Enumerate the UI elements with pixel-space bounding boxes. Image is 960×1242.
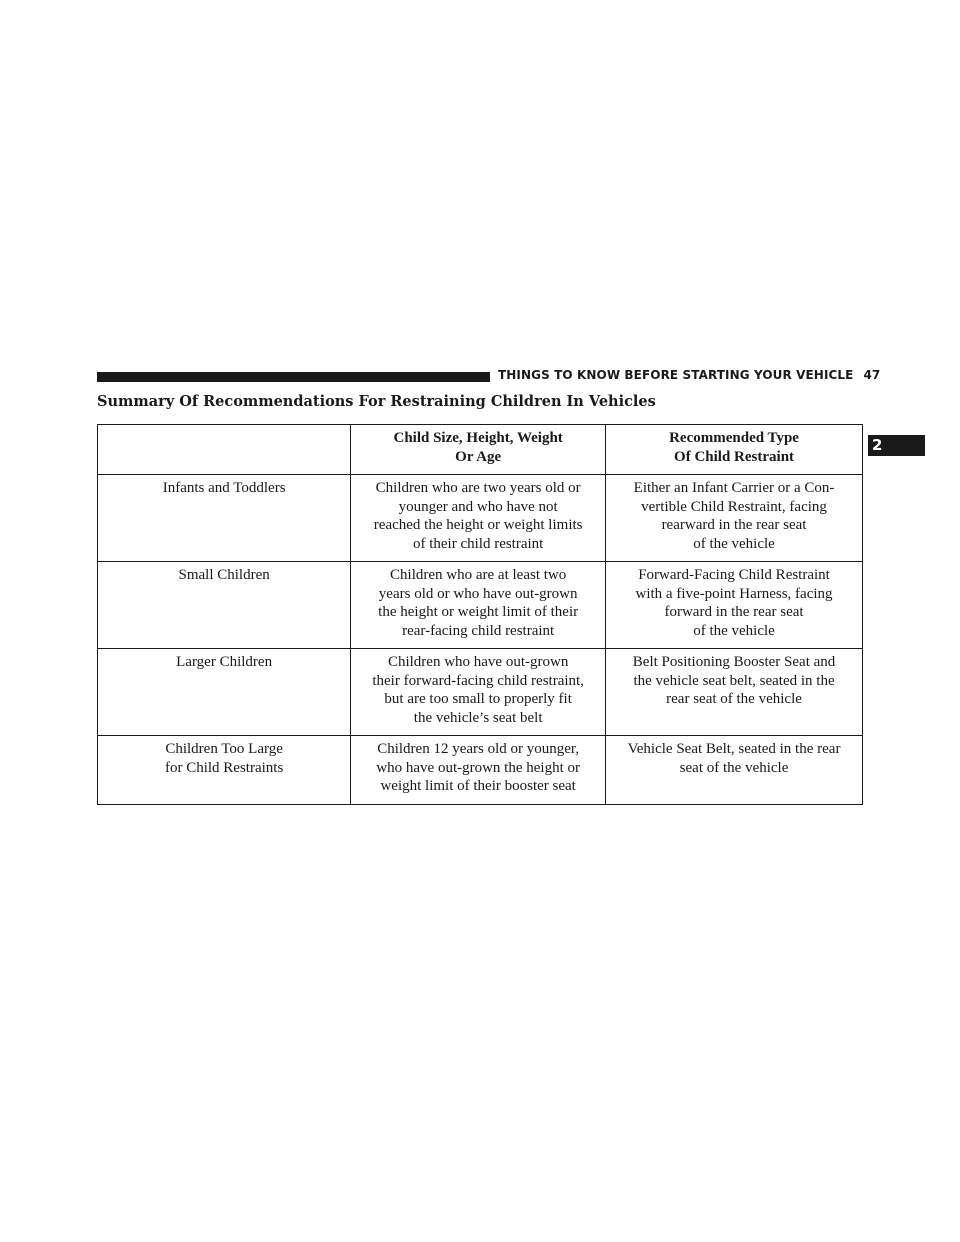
header-cell-size bbox=[351, 425, 606, 475]
cell-line: Either an Infant Carrier or a Con- bbox=[633, 480, 835, 496]
cell-line: for Child Restraints bbox=[164, 759, 284, 776]
cell-line: of the vehicle bbox=[693, 622, 775, 639]
page-number: 47 bbox=[863, 368, 881, 382]
cell-line: Vehicle Seat Belt, seated in the rear bbox=[627, 741, 841, 757]
cell-child-group bbox=[98, 475, 351, 562]
recommendations-table bbox=[97, 424, 863, 805]
cell-line: with a five-point Harness, facing bbox=[635, 585, 833, 602]
cell-line: Children who have out-grown bbox=[387, 654, 569, 670]
cell-line: the vehicle seat belt, seated in the bbox=[633, 672, 835, 689]
cell-line: of their child restraint bbox=[412, 535, 544, 552]
cell-line: Child Size, Height, Weight bbox=[393, 430, 563, 446]
cell-line: Belt Positioning Booster Seat and bbox=[632, 654, 836, 670]
cell-line: rearward in the rear seat bbox=[661, 517, 807, 533]
cell-line: Or Age bbox=[455, 448, 502, 465]
cell-line: younger and who have not bbox=[398, 498, 558, 515]
table-row bbox=[98, 475, 863, 562]
cell-line: vertible Child Restraint, facing bbox=[641, 498, 827, 515]
cell-line: the vehicle’s seat belt bbox=[413, 709, 543, 726]
header-cell-group bbox=[98, 425, 351, 475]
cell-line: Of Child Restraint bbox=[674, 448, 795, 465]
cell-line: their forward-facing child restraint, bbox=[372, 672, 584, 689]
cell-line: Recommended Type bbox=[669, 430, 799, 446]
cell-line: Children who are two years old or bbox=[375, 480, 581, 496]
cell-line: years old or who have out-grown bbox=[378, 585, 578, 602]
cell-restraint-type bbox=[606, 562, 863, 649]
cell-child-group bbox=[98, 562, 351, 649]
cell-line: reached the height or weight limits bbox=[373, 517, 583, 533]
cell-restraint-type bbox=[606, 649, 863, 736]
cell-line: Children who are at least two bbox=[390, 567, 567, 583]
cell-restraint-type bbox=[606, 736, 863, 805]
header-section-title: THINGS TO KNOW BEFORE STARTING YOUR VEHICLE bbox=[498, 368, 854, 382]
cell-size-age bbox=[351, 475, 606, 562]
table-row bbox=[98, 649, 863, 736]
cell-line: the height or weight limit of their bbox=[378, 604, 579, 620]
cell-line: weight limit of their booster seat bbox=[380, 778, 576, 794]
running-header bbox=[498, 368, 880, 382]
cell-child-group bbox=[98, 736, 351, 805]
cell-line: rear-facing child restraint bbox=[402, 622, 555, 639]
table-header-row bbox=[98, 425, 863, 475]
table-body bbox=[98, 475, 863, 805]
cell-line: Forward-Facing Child Restraint bbox=[638, 567, 830, 583]
cell-line: Infants and Toddlers bbox=[162, 480, 286, 496]
chapter-tab[interactable]: 2 bbox=[868, 435, 925, 456]
cell-size-age bbox=[351, 649, 606, 736]
cell-line: but are too small to properly fit bbox=[384, 691, 572, 707]
cell-line: Children Too Large bbox=[165, 741, 283, 757]
cell-line: Small Children bbox=[178, 567, 270, 583]
cell-size-age bbox=[351, 562, 606, 649]
cell-size-age bbox=[351, 736, 606, 805]
cell-line: rear seat of the vehicle bbox=[666, 691, 802, 707]
header-cell-type bbox=[606, 425, 863, 475]
cell-line: Larger Children bbox=[176, 654, 273, 670]
section-title: Summary Of Recommendations For Restraining Children In Vehicles bbox=[97, 393, 656, 410]
cell-line: Children 12 years old or younger, bbox=[377, 741, 580, 757]
header-rule bbox=[97, 372, 490, 382]
table-row bbox=[98, 562, 863, 649]
cell-line: of the vehicle bbox=[693, 535, 775, 552]
cell-line: who have out-grown the height or bbox=[376, 759, 580, 776]
cell-line: forward in the rear seat bbox=[664, 604, 804, 620]
cell-line: seat of the vehicle bbox=[679, 759, 789, 776]
cell-restraint-type bbox=[606, 475, 863, 562]
table-row bbox=[98, 736, 863, 805]
cell-child-group bbox=[98, 649, 351, 736]
